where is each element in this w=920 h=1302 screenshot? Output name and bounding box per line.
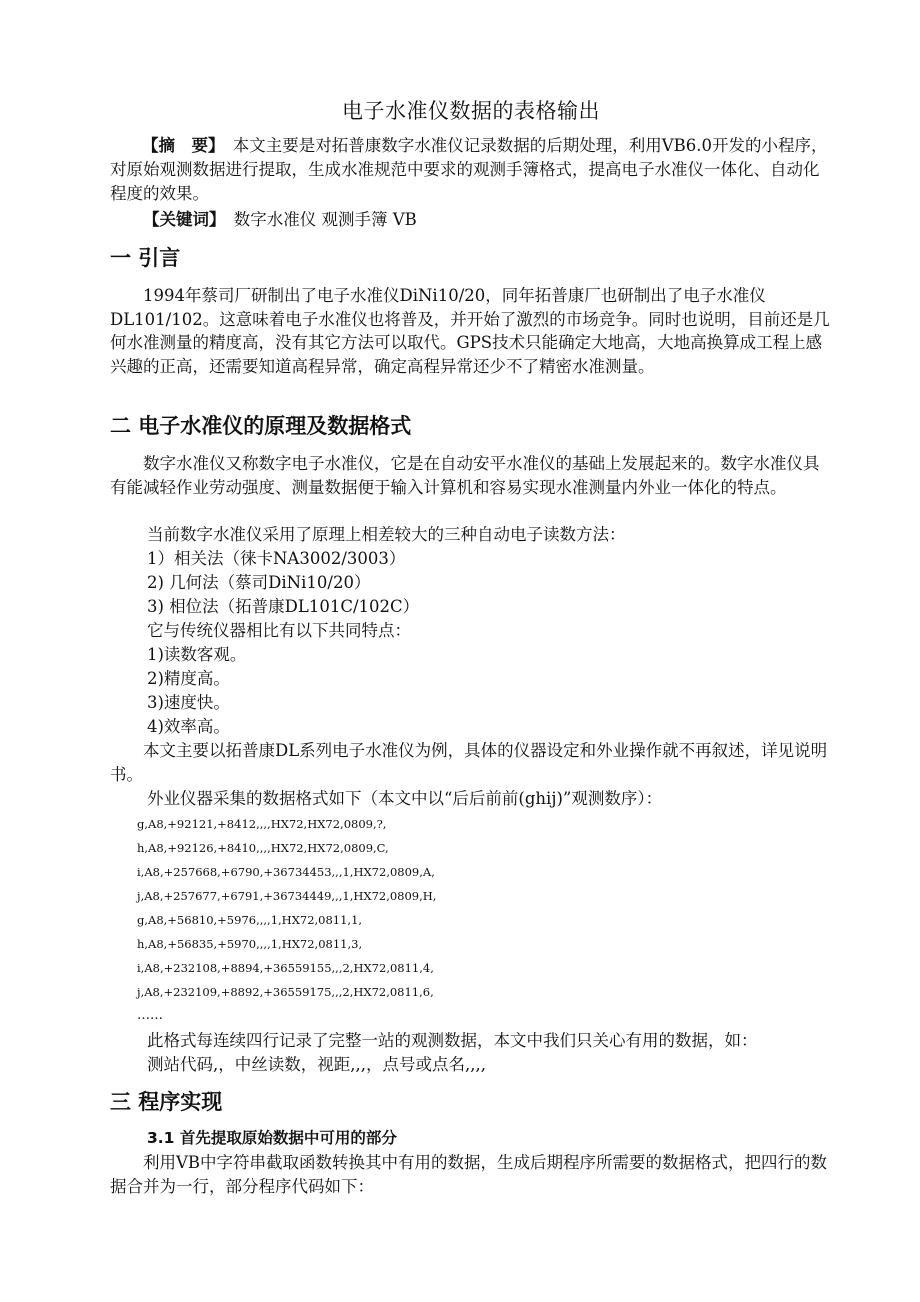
method-item: 3) 相位法（拓普康DL101C/102C） [147,597,420,616]
data-line: j,A8,+257677,+6791,+36734449,,,1,HX72,0809,H, [137,889,437,903]
data-line: h,A8,+92126,+8410,,,,HX72,HX72,0809,C, [137,841,389,855]
abstract-text: 本文主要是对拓普康数字水准仪记录数据的后期处理，利用VB6.0开发的小程序，对原始观测数据进行提取，生成水准规范中要求的观测手簿格式，提高电子水准仪一体化、自动化程度的效果。 [110,136,828,203]
abstract-paragraph [110,134,832,206]
format-explanation: 此格式每连续四行记录了完整一站的观测数据，本文中我们只关心有用的数据，如： [147,1031,758,1050]
abstract-label: 【摘 要】 [142,136,217,155]
feature-item: 1)读数客观。 [147,645,247,664]
introduction-paragraph: 1994年蔡司厂研制出了电子水准仪DiNi10/20，同年拓普康厂也研制出了电子水准仪DL101/102。这意味着电子水准仪也将普及，并开始了激烈的市场竞争。同时也说明，目前还是几何水准测量的精度高，没有其它方法可以取代。GPS技术只能确定大地高，大地高换算成工程上感兴趣的正高，还需要知道高程异常，确定高程异常还少不了精密水准测量。 [110,286,830,376]
method-item: 1）相关法（徕卡NA3002/3003） [147,549,406,568]
feature-item: 3)速度快。 [147,693,230,712]
implementation-paragraph: 利用VB中字符串截取函数转换其中有用的数据，生成后期程序所需要的数据格式，把四行的数据合并为一行，部分程序代码如下： [110,1153,828,1196]
section-heading-implementation: 三 程序实现 [110,1090,223,1114]
data-ellipsis: …… [137,1008,163,1023]
format-fields: 测站代码,，中丝读数，视距,,,，点号或点名,,,, [147,1055,486,1074]
format-intro: 外业仪器采集的数据格式如下（本文中以“后后前前(ghij)”观测数序）： [147,789,663,808]
keywords-label: 【关键词】 [143,210,218,229]
method-item: 2) 几何法（蔡司DiNi10/20） [147,573,371,592]
data-line: g,A8,+56810,+5976,,,,1,HX72,0811,1, [137,913,363,927]
section-heading-principles: 二 电子水准仪的原理及数据格式 [110,414,412,438]
subsection-heading: 3.1 首先提取原始数据中可用的部分 [147,1129,397,1147]
feature-item: 4)效率高。 [147,717,230,736]
data-line: j,A8,+232109,+8892,+36559175,,,2,HX72,0811,6, [137,985,434,999]
data-line: i,A8,+232108,+8894,+36559155,,,2,HX72,0811,4, [137,961,434,975]
data-line: i,A8,+257668,+6790,+36734453,,,1,HX72,0809,A, [137,865,435,879]
feature-item: 2)精度高。 [147,669,230,688]
data-line: g,A8,+92121,+8412,,,,HX72,HX72,0809,?, [137,817,387,831]
document-title: 电子水准仪数据的表格输出 [342,99,600,123]
keywords-line [143,208,417,232]
features-intro: 它与传统仪器相比有以下共同特点： [147,621,411,640]
methods-intro: 当前数字水准仪采用了原理上相差较大的三种自动电子读数方法： [147,525,626,544]
principles-paragraph: 数字水准仪又称数字电子水准仪，它是在自动安平水准仪的基础上发展起来的。数字水准仪具有能减轻作业劳动强度、测量数据便于输入计算机和容易实现水准测量内外业一体化的特点。 [110,454,820,497]
keywords-text: 数字水准仪 观测手簿 VB [217,210,417,229]
data-line: h,A8,+56835,+5970,,,,1,HX72,0811,3, [137,937,363,951]
series-paragraph: 本文主要以拓普康DL系列电子水准仪为例，具体的仪器设定和外业操作就不再叙述，详见说明书。 [110,741,828,784]
section-heading-introduction: 一 引言 [110,246,181,270]
